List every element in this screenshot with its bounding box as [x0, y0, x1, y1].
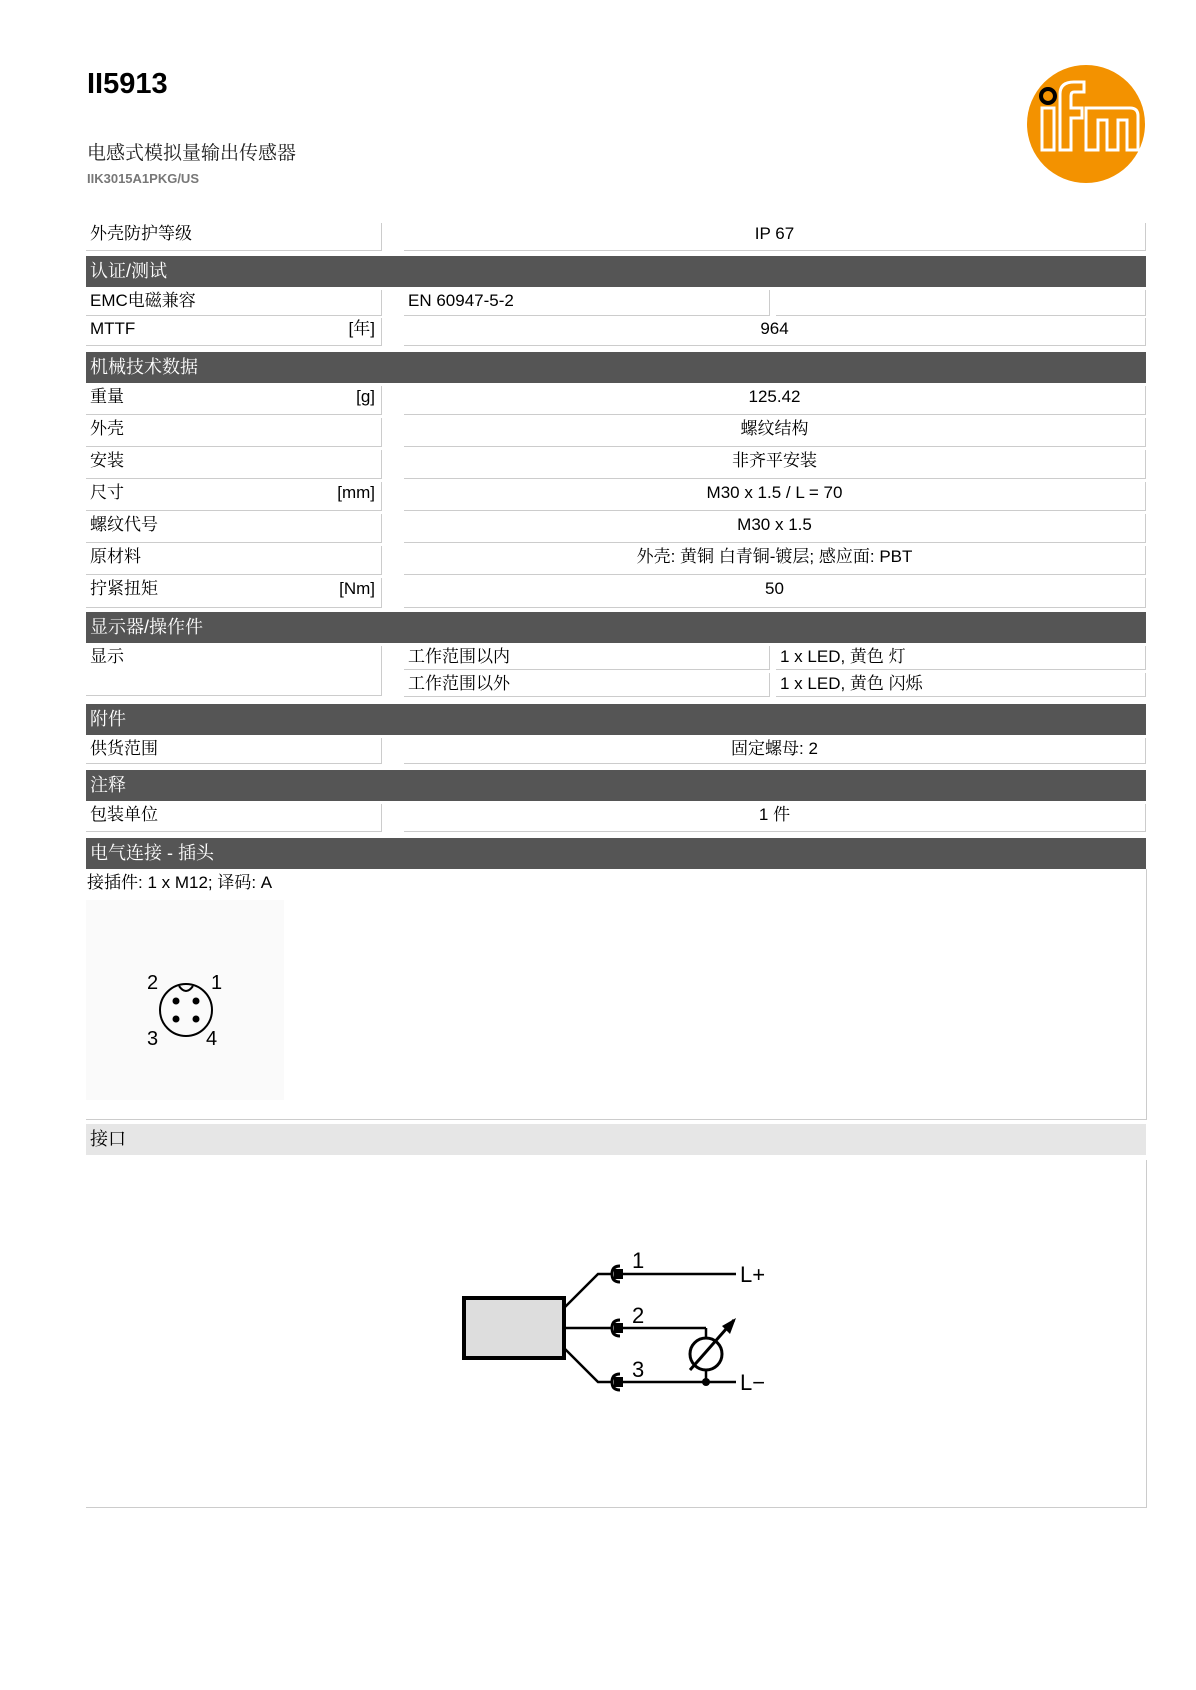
connector-pin-diagram [86, 900, 284, 1100]
wire-label-3: 3 [632, 1357, 645, 1382]
row-mounting [86, 450, 1146, 479]
wire-label-1: 1 [632, 1248, 645, 1273]
label-emc: EMC电磁兼容 [86, 290, 382, 316]
section-display: 显示器/操作件 [86, 612, 1146, 643]
display-out-label: 工作范围以外 [404, 673, 770, 697]
pin-label-2: 2 [147, 972, 159, 994]
pin-label-3: 3 [147, 1028, 159, 1050]
unit-weight: [g] [356, 387, 375, 406]
row-display-in [86, 646, 1146, 670]
row-emc [86, 290, 1146, 316]
product-subtitle: 电感式模拟量输出传感器 [87, 143, 297, 164]
label-mttf [86, 318, 382, 346]
pin-label-1: 1 [211, 972, 223, 994]
lminus-label: L− [740, 1370, 766, 1395]
label-weight [86, 386, 382, 415]
product-title: II5913 [87, 68, 168, 100]
connector-pin-svg [86, 900, 284, 1100]
value-emc: EN 60947-5-2 [404, 290, 770, 316]
section-interface: 接口 [86, 1124, 1146, 1155]
value-material: 外壳: 黄铜 白青铜-镀层; 感应面: PBT [404, 546, 1146, 575]
row-mttf [86, 318, 1146, 346]
section-remarks: 注释 [86, 770, 1146, 801]
row-torque [86, 578, 1146, 608]
value-mttf: 964 [404, 318, 1146, 346]
row-packaging [86, 804, 1146, 832]
unit-dimensions: [mm] [337, 483, 375, 502]
row-housing [86, 418, 1146, 447]
label-mttf-text: MTTF [90, 319, 136, 338]
value-housing: 螺纹结构 [404, 418, 1146, 447]
value-thread: M30 x 1.5 [404, 514, 1146, 543]
section-electrical: 电气连接 - 插头 [86, 838, 1146, 869]
connector-text: 接插件: 1 x M12; 译码: A [87, 873, 273, 892]
label-thread: 螺纹代号 [86, 514, 382, 543]
unit-torque: [Nm] [339, 579, 375, 598]
label-material: 原材料 [86, 546, 382, 575]
row-protection [86, 223, 1146, 251]
lplus-label: L+ [740, 1262, 766, 1287]
row-delivery [86, 738, 1146, 764]
section-approvals: 认证/测试 [86, 256, 1146, 287]
unit-mttf: [年] [348, 319, 375, 338]
label-dimensions-text: 尺寸 [90, 483, 124, 502]
row-dimensions [86, 482, 1146, 511]
label-dimensions [86, 482, 382, 511]
row-weight [86, 386, 1146, 415]
ifm-logo [1026, 64, 1146, 184]
label-delivery: 供货范围 [86, 738, 382, 764]
value-packaging: 1 件 [404, 804, 1146, 832]
product-code: IIK3015A1PKG/US [87, 171, 199, 186]
value-emc-empty [776, 290, 1146, 316]
value-weight: 125.42 [404, 386, 1146, 415]
section-accessories: 附件 [86, 704, 1146, 735]
label-housing: 外壳 [86, 418, 382, 447]
value-dimensions: M30 x 1.5 / L = 70 [404, 482, 1146, 511]
label-display: 显示 [86, 646, 382, 696]
label-torque-text: 拧紧扭矩 [90, 579, 158, 598]
pin-label-4: 4 [206, 1028, 218, 1050]
label-protection: 外壳防护等级 [86, 223, 382, 251]
row-material [86, 546, 1146, 575]
display-in-value: 1 x LED, 黄色 灯 [776, 646, 1146, 670]
row-thread [86, 514, 1146, 543]
value-delivery: 固定螺母: 2 [404, 738, 1146, 764]
wiring-diagram [440, 1230, 800, 1410]
label-torque [86, 578, 382, 608]
row-display-out [86, 673, 1146, 697]
label-mounting: 安装 [86, 450, 382, 479]
section-mechanical: 机械技术数据 [86, 352, 1146, 383]
display-out-value: 1 x LED, 黄色 闪烁 [776, 673, 1146, 697]
value-torque: 50 [404, 578, 1146, 608]
wire-label-2: 2 [632, 1303, 645, 1328]
display-in-label: 工作范围以内 [404, 646, 770, 670]
value-mounting: 非齐平安装 [404, 450, 1146, 479]
label-packaging: 包装单位 [86, 804, 382, 832]
label-weight-text: 重量 [90, 387, 124, 406]
value-protection: IP 67 [404, 223, 1146, 251]
